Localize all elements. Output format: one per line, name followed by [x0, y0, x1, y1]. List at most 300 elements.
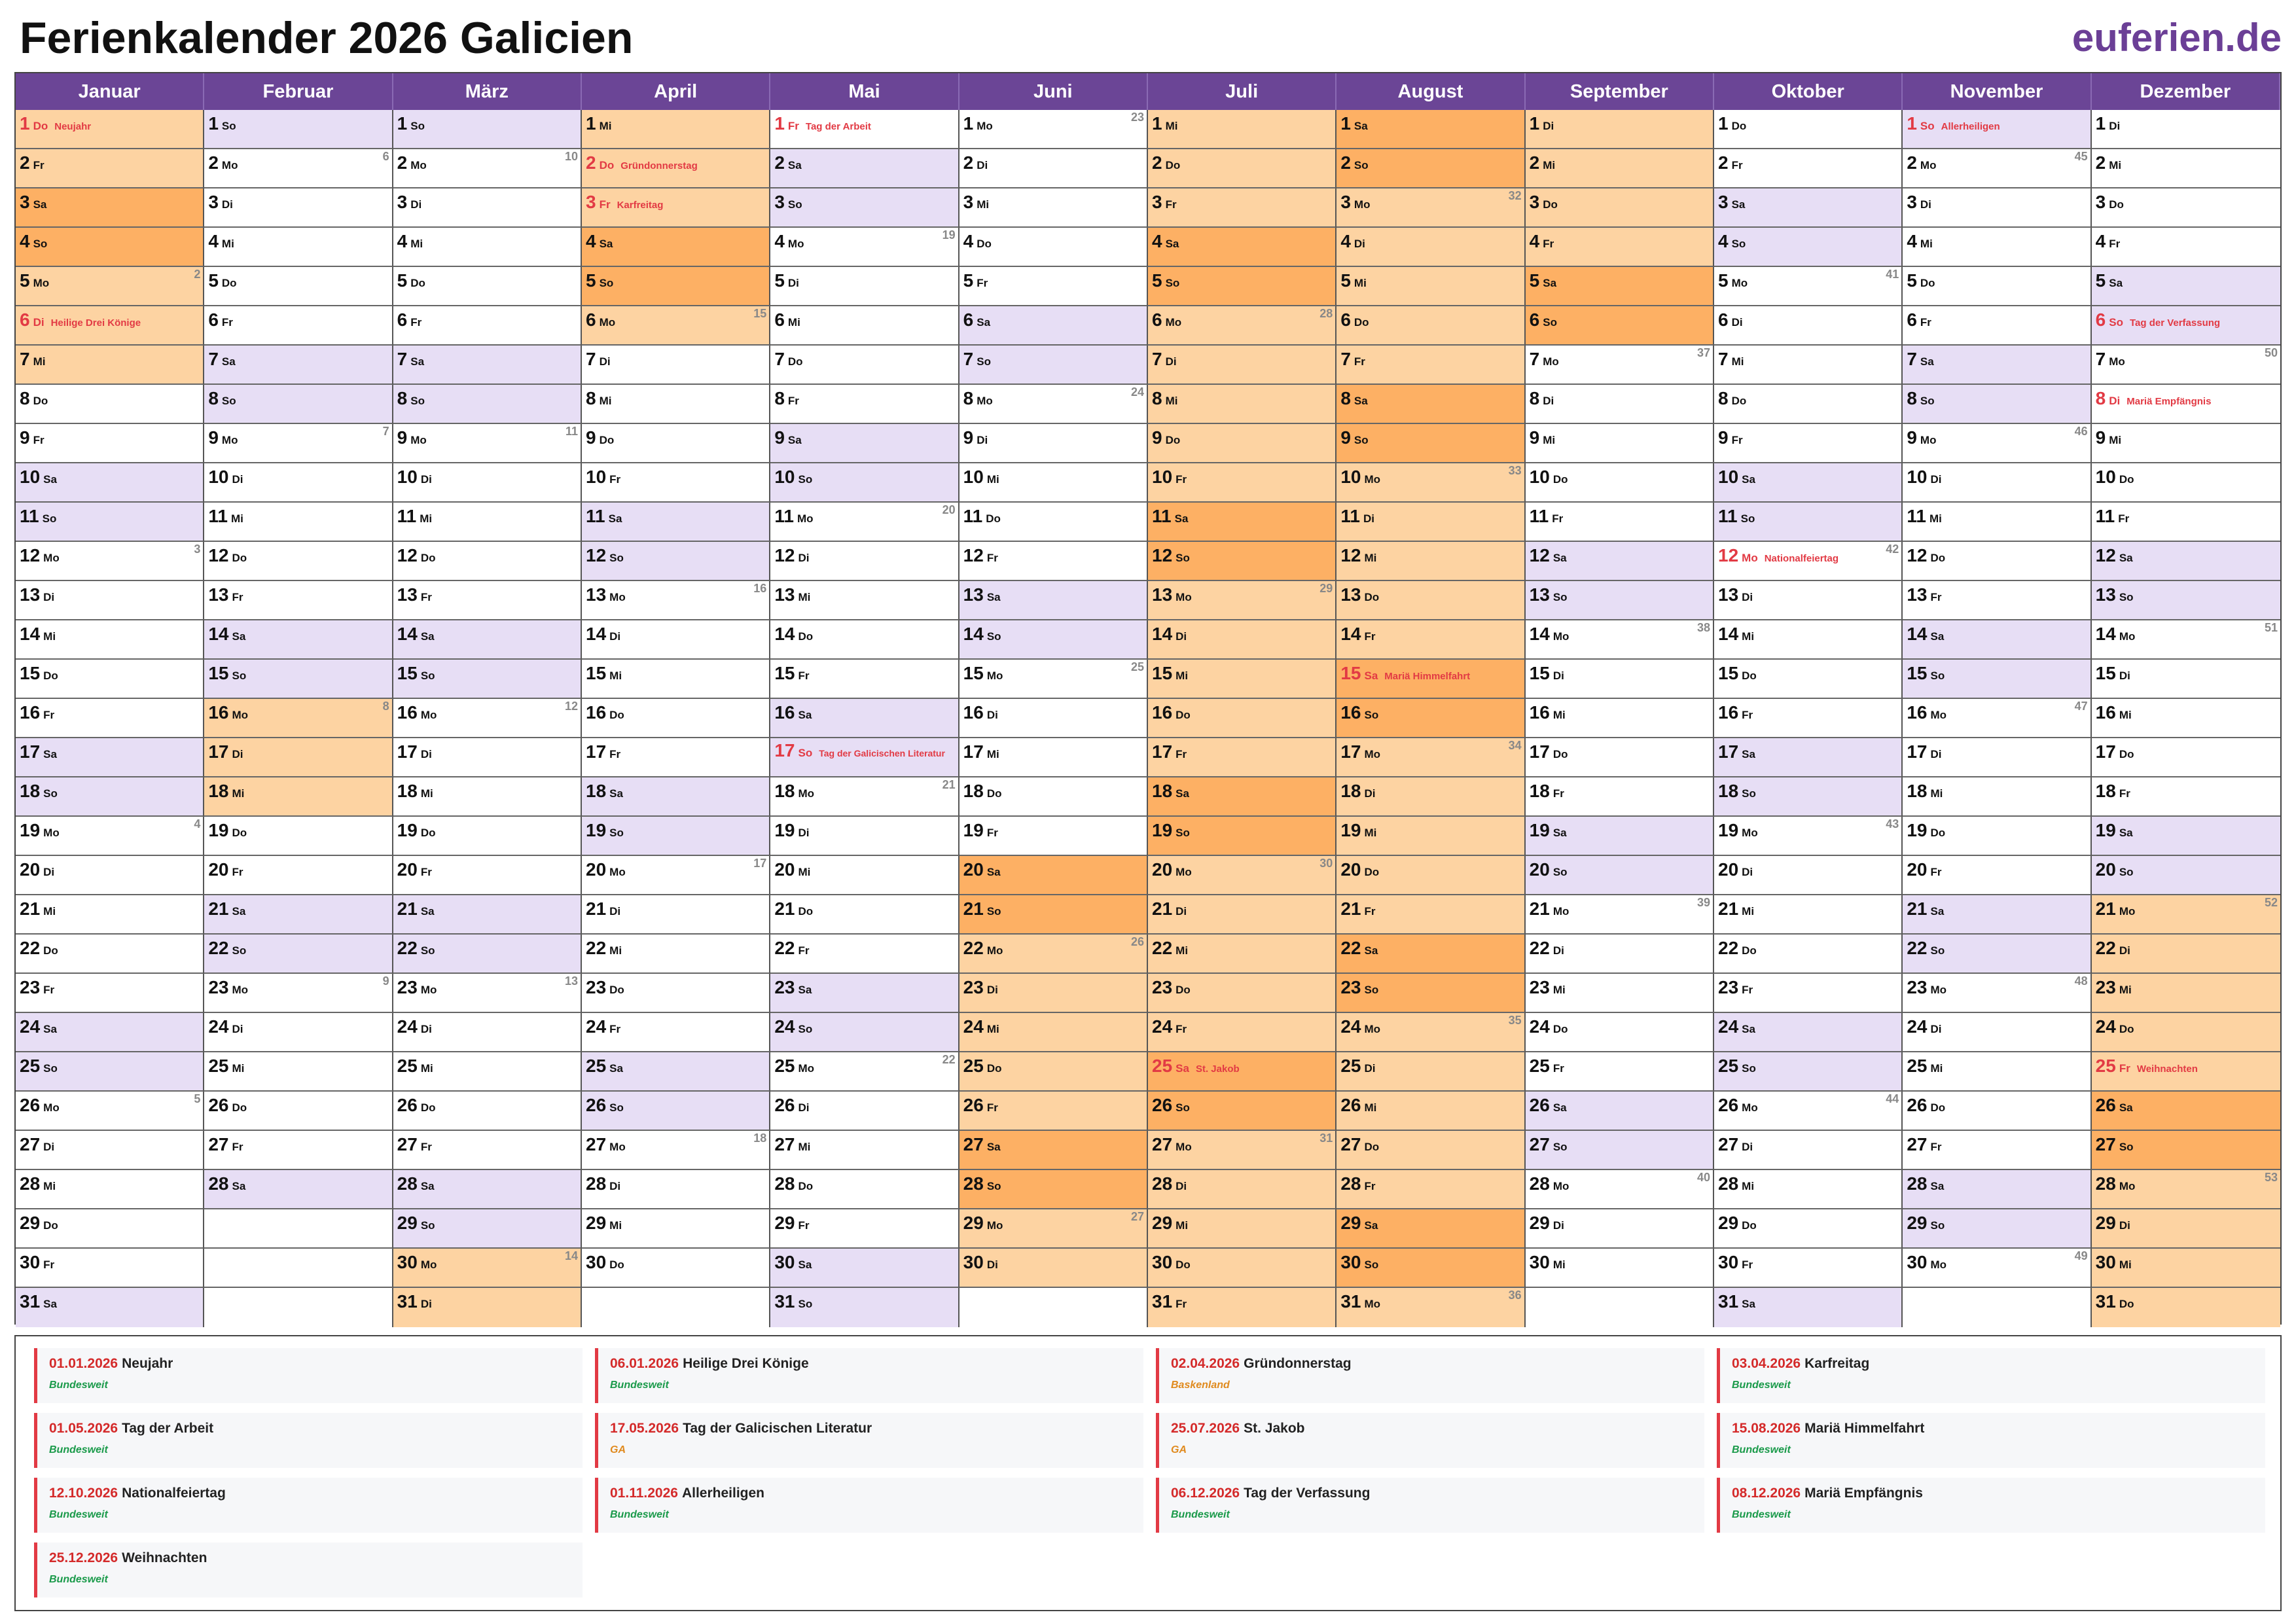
day-cell[interactable] — [1903, 463, 2091, 503]
day-cell[interactable] — [1336, 1170, 1525, 1209]
day-cell[interactable] — [770, 188, 959, 228]
day-cell[interactable] — [1903, 974, 2091, 1013]
day-cell[interactable] — [2092, 581, 2280, 620]
day-cell[interactable] — [770, 346, 959, 385]
day-cell[interactable] — [770, 503, 959, 542]
day-cell[interactable] — [582, 699, 770, 738]
day-cell[interactable] — [204, 660, 393, 699]
day-cell[interactable] — [1903, 620, 2091, 660]
day-cell[interactable] — [770, 1052, 959, 1092]
day-cell[interactable] — [770, 699, 959, 738]
day-cell[interactable] — [1903, 1249, 2091, 1288]
day-cell[interactable] — [1714, 463, 1903, 503]
day-cell[interactable] — [582, 1249, 770, 1288]
day-cell[interactable] — [582, 1170, 770, 1209]
day-cell[interactable] — [204, 188, 393, 228]
day-cell[interactable] — [1526, 1249, 1714, 1288]
day-cell[interactable] — [1336, 306, 1525, 346]
day-cell[interactable] — [770, 385, 959, 424]
day-cell[interactable] — [960, 267, 1148, 306]
day-cell[interactable] — [16, 267, 204, 306]
day-cell[interactable] — [1148, 974, 1336, 1013]
day-cell[interactable] — [1336, 1209, 1525, 1249]
day-cell[interactable] — [204, 777, 393, 817]
day-cell[interactable] — [1336, 620, 1525, 660]
day-cell[interactable] — [582, 463, 770, 503]
day-cell[interactable] — [1526, 699, 1714, 738]
day-cell[interactable] — [960, 738, 1148, 777]
day-cell[interactable] — [16, 935, 204, 974]
day-cell[interactable] — [2092, 1170, 2280, 1209]
day-cell[interactable] — [770, 738, 959, 777]
day-cell[interactable] — [960, 542, 1148, 581]
day-cell[interactable] — [2092, 620, 2280, 660]
day-cell[interactable] — [1336, 1288, 1525, 1327]
day-cell[interactable] — [1714, 228, 1903, 267]
day-cell[interactable] — [960, 306, 1148, 346]
day-cell[interactable] — [582, 503, 770, 542]
day-cell[interactable] — [770, 149, 959, 188]
day-cell[interactable] — [770, 1209, 959, 1249]
day-cell[interactable] — [16, 463, 204, 503]
day-cell[interactable] — [204, 306, 393, 346]
day-cell[interactable] — [1903, 1170, 2091, 1209]
day-cell[interactable] — [1526, 1052, 1714, 1092]
day-cell[interactable] — [1903, 542, 2091, 581]
day-cell[interactable] — [1714, 1170, 1903, 1209]
day-cell[interactable] — [1714, 149, 1903, 188]
day-cell[interactable] — [2092, 267, 2280, 306]
day-cell[interactable] — [1148, 267, 1336, 306]
day-cell[interactable] — [1148, 738, 1336, 777]
day-cell[interactable] — [204, 542, 393, 581]
day-cell[interactable] — [582, 895, 770, 935]
day-cell[interactable] — [960, 620, 1148, 660]
day-cell[interactable] — [16, 228, 204, 267]
day-cell[interactable] — [770, 856, 959, 895]
day-cell[interactable] — [582, 935, 770, 974]
day-cell[interactable] — [1714, 1052, 1903, 1092]
day-cell[interactable] — [2092, 385, 2280, 424]
day-cell[interactable] — [204, 699, 393, 738]
day-cell[interactable] — [582, 620, 770, 660]
day-cell[interactable] — [770, 660, 959, 699]
day-cell[interactable] — [204, 1170, 393, 1209]
day-cell[interactable] — [2092, 346, 2280, 385]
day-cell[interactable] — [393, 1288, 582, 1327]
day-cell[interactable] — [1526, 738, 1714, 777]
day-cell[interactable] — [16, 817, 204, 856]
day-cell[interactable] — [16, 974, 204, 1013]
day-cell[interactable] — [16, 1209, 204, 1249]
day-cell[interactable] — [1903, 1209, 2091, 1249]
day-cell[interactable] — [393, 149, 582, 188]
day-cell[interactable] — [1148, 895, 1336, 935]
day-cell[interactable] — [582, 1092, 770, 1131]
day-cell[interactable] — [1714, 424, 1903, 463]
day-cell[interactable] — [204, 738, 393, 777]
day-cell[interactable] — [1526, 503, 1714, 542]
day-cell[interactable] — [770, 424, 959, 463]
day-cell[interactable] — [1903, 581, 2091, 620]
day-cell[interactable] — [393, 660, 582, 699]
day-cell[interactable] — [1714, 1131, 1903, 1170]
day-cell[interactable] — [204, 503, 393, 542]
day-cell[interactable] — [960, 935, 1148, 974]
day-cell[interactable] — [1526, 1170, 1714, 1209]
day-cell[interactable] — [1148, 581, 1336, 620]
day-cell[interactable] — [582, 110, 770, 149]
day-cell[interactable] — [1148, 1052, 1336, 1092]
day-cell[interactable] — [770, 1013, 959, 1052]
day-cell[interactable] — [1526, 856, 1714, 895]
day-cell[interactable] — [393, 228, 582, 267]
day-cell[interactable] — [960, 503, 1148, 542]
day-cell[interactable] — [1714, 974, 1903, 1013]
day-cell[interactable] — [1714, 542, 1903, 581]
day-cell[interactable] — [1903, 188, 2091, 228]
day-cell[interactable] — [1714, 895, 1903, 935]
day-cell[interactable] — [393, 110, 582, 149]
day-cell[interactable] — [16, 1170, 204, 1209]
day-cell[interactable] — [770, 935, 959, 974]
day-cell[interactable] — [582, 228, 770, 267]
day-cell[interactable] — [1903, 895, 2091, 935]
day-cell[interactable] — [582, 267, 770, 306]
day-cell[interactable] — [770, 542, 959, 581]
day-cell[interactable] — [770, 620, 959, 660]
day-cell[interactable] — [960, 974, 1148, 1013]
day-cell[interactable] — [960, 1249, 1148, 1288]
day-cell[interactable] — [1336, 267, 1525, 306]
day-cell[interactable] — [770, 974, 959, 1013]
day-cell[interactable] — [393, 306, 582, 346]
day-cell[interactable] — [1714, 1092, 1903, 1131]
day-cell[interactable] — [2092, 817, 2280, 856]
day-cell[interactable] — [770, 1092, 959, 1131]
day-cell[interactable] — [393, 542, 582, 581]
day-cell[interactable] — [393, 267, 582, 306]
day-cell[interactable] — [1148, 110, 1336, 149]
day-cell[interactable] — [1148, 1170, 1336, 1209]
day-cell[interactable] — [393, 463, 582, 503]
day-cell[interactable] — [1526, 463, 1714, 503]
day-cell[interactable] — [393, 1209, 582, 1249]
day-cell[interactable] — [2092, 1013, 2280, 1052]
day-cell[interactable] — [770, 1288, 959, 1327]
day-cell[interactable] — [1903, 346, 2091, 385]
day-cell[interactable] — [1148, 777, 1336, 817]
day-cell[interactable] — [393, 581, 582, 620]
day-cell[interactable] — [1526, 1092, 1714, 1131]
day-cell[interactable] — [204, 149, 393, 188]
day-cell[interactable] — [1714, 856, 1903, 895]
day-cell[interactable] — [1148, 385, 1336, 424]
day-cell[interactable] — [1336, 188, 1525, 228]
day-cell[interactable] — [2092, 503, 2280, 542]
day-cell[interactable] — [1526, 777, 1714, 817]
day-cell[interactable] — [16, 1131, 204, 1170]
day-cell[interactable] — [1903, 817, 2091, 856]
day-cell[interactable] — [1714, 1249, 1903, 1288]
day-cell[interactable] — [2092, 110, 2280, 149]
day-cell[interactable] — [1336, 777, 1525, 817]
day-cell[interactable] — [1714, 267, 1903, 306]
day-cell[interactable] — [1526, 228, 1714, 267]
day-cell[interactable] — [1526, 267, 1714, 306]
day-cell[interactable] — [1714, 1209, 1903, 1249]
day-cell[interactable] — [16, 1092, 204, 1131]
day-cell[interactable] — [960, 895, 1148, 935]
day-cell[interactable] — [204, 385, 393, 424]
day-cell[interactable] — [2092, 1249, 2280, 1288]
day-cell[interactable] — [1903, 306, 2091, 346]
day-cell[interactable] — [1714, 738, 1903, 777]
day-cell[interactable] — [1714, 935, 1903, 974]
day-cell[interactable] — [1148, 1131, 1336, 1170]
day-cell[interactable] — [393, 974, 582, 1013]
day-cell[interactable] — [16, 581, 204, 620]
day-cell[interactable] — [582, 306, 770, 346]
day-cell[interactable] — [204, 228, 393, 267]
day-cell[interactable] — [1148, 1209, 1336, 1249]
day-cell[interactable] — [1336, 149, 1525, 188]
day-cell[interactable] — [960, 817, 1148, 856]
day-cell[interactable] — [2092, 895, 2280, 935]
day-cell[interactable] — [1903, 503, 2091, 542]
day-cell[interactable] — [393, 856, 582, 895]
day-cell[interactable] — [770, 817, 959, 856]
day-cell[interactable] — [1148, 346, 1336, 385]
day-cell[interactable] — [1336, 228, 1525, 267]
day-cell[interactable] — [16, 660, 204, 699]
day-cell[interactable] — [1526, 974, 1714, 1013]
day-cell[interactable] — [582, 974, 770, 1013]
day-cell[interactable] — [1903, 110, 2091, 149]
day-cell[interactable] — [1526, 110, 1714, 149]
day-cell[interactable] — [770, 110, 959, 149]
day-cell[interactable] — [1903, 385, 2091, 424]
day-cell[interactable] — [393, 503, 582, 542]
day-cell[interactable] — [16, 738, 204, 777]
day-cell[interactable] — [1903, 424, 2091, 463]
day-cell[interactable] — [960, 228, 1148, 267]
day-cell[interactable] — [1714, 620, 1903, 660]
day-cell[interactable] — [960, 188, 1148, 228]
day-cell[interactable] — [204, 856, 393, 895]
day-cell[interactable] — [1148, 228, 1336, 267]
day-cell[interactable] — [960, 1170, 1148, 1209]
day-cell[interactable] — [16, 424, 204, 463]
day-cell[interactable] — [16, 110, 204, 149]
day-cell[interactable] — [1526, 1209, 1714, 1249]
day-cell[interactable] — [1148, 149, 1336, 188]
day-cell[interactable] — [16, 699, 204, 738]
day-cell[interactable] — [393, 1092, 582, 1131]
day-cell[interactable] — [1903, 1013, 2091, 1052]
day-cell[interactable] — [16, 385, 204, 424]
day-cell[interactable] — [1714, 1013, 1903, 1052]
day-cell[interactable] — [2092, 1052, 2280, 1092]
day-cell[interactable] — [1903, 1052, 2091, 1092]
day-cell[interactable] — [770, 777, 959, 817]
day-cell[interactable] — [1336, 110, 1525, 149]
day-cell[interactable] — [960, 856, 1148, 895]
day-cell[interactable] — [2092, 660, 2280, 699]
day-cell[interactable] — [16, 503, 204, 542]
day-cell[interactable] — [16, 149, 204, 188]
day-cell[interactable] — [1526, 620, 1714, 660]
day-cell[interactable] — [16, 1249, 204, 1288]
day-cell[interactable] — [1148, 1013, 1336, 1052]
day-cell[interactable] — [204, 581, 393, 620]
day-cell[interactable] — [393, 620, 582, 660]
day-cell[interactable] — [1336, 385, 1525, 424]
day-cell[interactable] — [960, 699, 1148, 738]
day-cell[interactable] — [770, 581, 959, 620]
day-cell[interactable] — [582, 1013, 770, 1052]
day-cell[interactable] — [1148, 1092, 1336, 1131]
day-cell[interactable] — [16, 620, 204, 660]
day-cell[interactable] — [960, 1131, 1148, 1170]
day-cell[interactable] — [1526, 149, 1714, 188]
day-cell[interactable] — [393, 1170, 582, 1209]
day-cell[interactable] — [1148, 503, 1336, 542]
day-cell[interactable] — [770, 306, 959, 346]
day-cell[interactable] — [393, 1052, 582, 1092]
day-cell[interactable] — [2092, 974, 2280, 1013]
day-cell[interactable] — [960, 660, 1148, 699]
day-cell[interactable] — [770, 267, 959, 306]
day-cell[interactable] — [960, 1013, 1148, 1052]
day-cell[interactable] — [1714, 306, 1903, 346]
day-cell[interactable] — [204, 1052, 393, 1092]
day-cell[interactable] — [204, 463, 393, 503]
day-cell[interactable] — [960, 1052, 1148, 1092]
day-cell[interactable] — [204, 267, 393, 306]
day-cell[interactable] — [2092, 1209, 2280, 1249]
day-cell[interactable] — [1714, 385, 1903, 424]
day-cell[interactable] — [1336, 1052, 1525, 1092]
day-cell[interactable] — [393, 699, 582, 738]
day-cell[interactable] — [1714, 777, 1903, 817]
day-cell[interactable] — [16, 1052, 204, 1092]
day-cell[interactable] — [1336, 660, 1525, 699]
day-cell[interactable] — [2092, 188, 2280, 228]
day-cell[interactable] — [1148, 542, 1336, 581]
day-cell[interactable] — [1526, 542, 1714, 581]
day-cell[interactable] — [2092, 738, 2280, 777]
day-cell[interactable] — [1903, 856, 2091, 895]
day-cell[interactable] — [582, 1052, 770, 1092]
day-cell[interactable] — [2092, 228, 2280, 267]
day-cell[interactable] — [1526, 581, 1714, 620]
day-cell[interactable] — [1903, 935, 2091, 974]
day-cell[interactable] — [393, 895, 582, 935]
day-cell[interactable] — [393, 935, 582, 974]
day-cell[interactable] — [204, 1131, 393, 1170]
day-cell[interactable] — [582, 424, 770, 463]
day-cell[interactable] — [204, 895, 393, 935]
day-cell[interactable] — [393, 424, 582, 463]
day-cell[interactable] — [16, 346, 204, 385]
day-cell[interactable] — [1714, 817, 1903, 856]
day-cell[interactable] — [1148, 660, 1336, 699]
day-cell[interactable] — [582, 385, 770, 424]
day-cell[interactable] — [1336, 1131, 1525, 1170]
day-cell[interactable] — [582, 660, 770, 699]
day-cell[interactable] — [582, 542, 770, 581]
day-cell[interactable] — [1526, 817, 1714, 856]
day-cell[interactable] — [1903, 660, 2091, 699]
day-cell[interactable] — [1148, 306, 1336, 346]
day-cell[interactable] — [2092, 424, 2280, 463]
day-cell[interactable] — [1148, 424, 1336, 463]
day-cell[interactable] — [1336, 503, 1525, 542]
day-cell[interactable] — [582, 817, 770, 856]
day-cell[interactable] — [2092, 149, 2280, 188]
brand-logo[interactable]: euferien.de — [2072, 16, 2282, 60]
day-cell[interactable] — [393, 346, 582, 385]
day-cell[interactable] — [393, 1013, 582, 1052]
day-cell[interactable] — [1148, 817, 1336, 856]
day-cell[interactable] — [1903, 699, 2091, 738]
day-cell[interactable] — [1714, 660, 1903, 699]
day-cell[interactable] — [16, 306, 204, 346]
day-cell[interactable] — [1148, 856, 1336, 895]
day-cell[interactable] — [1714, 346, 1903, 385]
day-cell[interactable] — [16, 895, 204, 935]
day-cell[interactable] — [393, 777, 582, 817]
day-cell[interactable] — [204, 1013, 393, 1052]
day-cell[interactable] — [1336, 738, 1525, 777]
day-cell[interactable] — [1336, 856, 1525, 895]
day-cell[interactable] — [393, 1249, 582, 1288]
day-cell[interactable] — [393, 385, 582, 424]
day-cell[interactable] — [1903, 228, 2091, 267]
day-cell[interactable] — [1148, 699, 1336, 738]
day-cell[interactable] — [2092, 463, 2280, 503]
day-cell[interactable] — [582, 1131, 770, 1170]
day-cell[interactable] — [770, 1170, 959, 1209]
day-cell[interactable] — [582, 149, 770, 188]
day-cell[interactable] — [1526, 660, 1714, 699]
day-cell[interactable] — [582, 1209, 770, 1249]
day-cell[interactable] — [393, 817, 582, 856]
day-cell[interactable] — [1714, 110, 1903, 149]
day-cell[interactable] — [1526, 895, 1714, 935]
day-cell[interactable] — [1148, 1249, 1336, 1288]
day-cell[interactable] — [582, 581, 770, 620]
day-cell[interactable] — [1148, 935, 1336, 974]
day-cell[interactable] — [1336, 1249, 1525, 1288]
day-cell[interactable] — [1526, 1131, 1714, 1170]
day-cell[interactable] — [1526, 935, 1714, 974]
day-cell[interactable] — [2092, 856, 2280, 895]
day-cell[interactable] — [204, 1092, 393, 1131]
day-cell[interactable] — [1336, 424, 1525, 463]
day-cell[interactable] — [2092, 777, 2280, 817]
day-cell[interactable] — [2092, 935, 2280, 974]
day-cell[interactable] — [1903, 777, 2091, 817]
day-cell[interactable] — [960, 385, 1148, 424]
day-cell[interactable] — [960, 346, 1148, 385]
day-cell[interactable] — [16, 1013, 204, 1052]
day-cell[interactable] — [1148, 188, 1336, 228]
day-cell[interactable] — [1336, 542, 1525, 581]
day-cell[interactable] — [1336, 581, 1525, 620]
day-cell[interactable] — [1148, 620, 1336, 660]
